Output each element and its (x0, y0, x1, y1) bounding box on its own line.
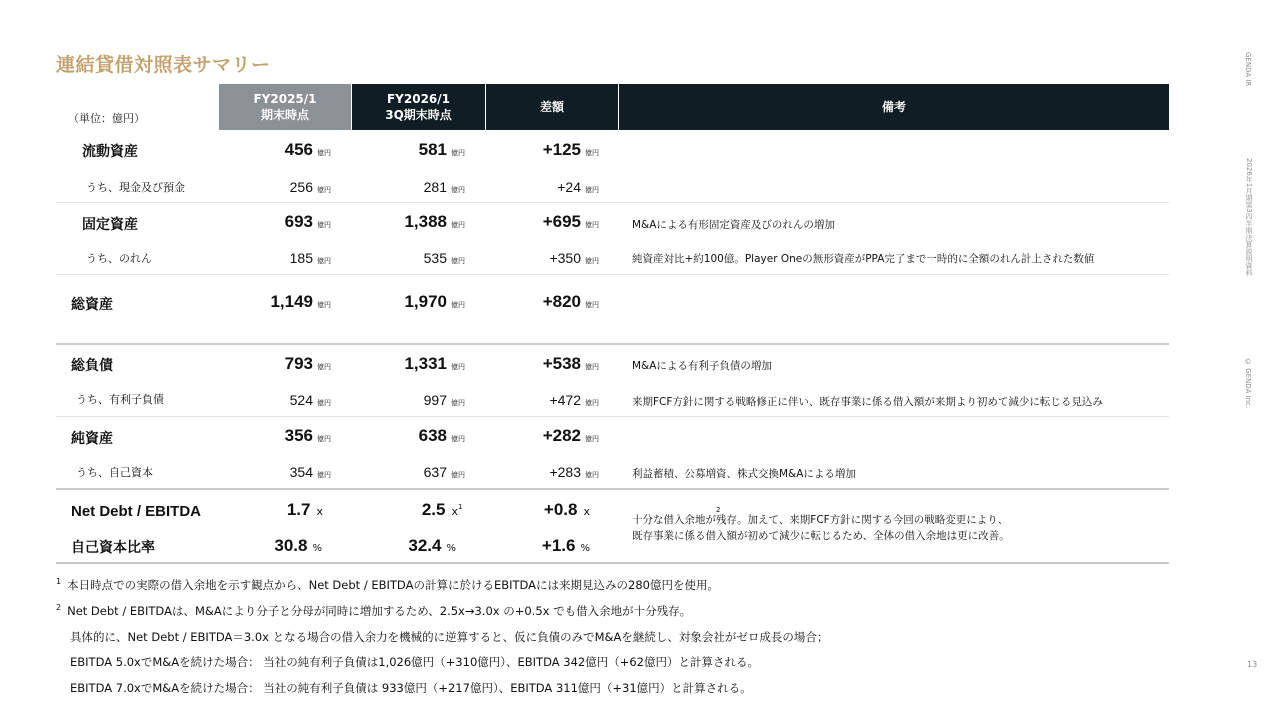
number: 693 (284, 212, 313, 231)
remark-ratio-line2: 既存事業に係る借入額が初めて減少に転じるため、全体の借入余地は更に改善。 (632, 530, 1010, 542)
unit: 億円 (585, 301, 599, 309)
number: 354 (289, 464, 313, 480)
number: +538 (542, 354, 581, 373)
unit: 億円 (451, 257, 465, 265)
unit: 億円 (585, 257, 599, 265)
unit: 億円 (317, 149, 331, 157)
number: 1.7 (286, 500, 311, 519)
header-fy2025 (219, 84, 351, 130)
number: 997 (423, 392, 447, 408)
row-label-fixed-assets: 固定資産 (82, 217, 138, 233)
number: 256 (289, 179, 313, 195)
value-fy2026 (404, 354, 465, 374)
unit: 億円 (451, 221, 465, 229)
row-label-goodwill: うち、のれん (86, 252, 152, 265)
value-difference (549, 462, 599, 481)
unit: 億円 (585, 221, 599, 229)
side-copyright: © GENDA Inc. (1244, 358, 1252, 409)
unit: 億円 (451, 399, 465, 407)
value-difference (549, 248, 599, 267)
unit: 億円 (317, 363, 331, 371)
footnote-mark: 2 (716, 506, 721, 514)
number: 524 (289, 392, 313, 408)
unit: 億円 (317, 186, 331, 194)
number: +820 (542, 292, 581, 311)
row-label-interest-bearing-debt: うち、有利子負債 (76, 393, 164, 406)
value-fy2025 (285, 426, 331, 446)
header-difference-label: 差額 (539, 100, 564, 114)
value-fy2026 (404, 212, 465, 232)
unit: 億円 (317, 471, 331, 479)
page-number: 13 (1247, 660, 1258, 669)
header-remarks-label: 備考 (881, 100, 906, 114)
number: +282 (542, 426, 581, 445)
value-difference (549, 390, 599, 409)
number: +350 (549, 250, 581, 266)
value-fy2026 (422, 500, 458, 520)
footnote-2-case-a: EBITDA 5.0xでM&Aを続けた場合： 当社の純有利子負債は1,026億円（+310億円）、EBITDA 342億円（+62億円）と計算される。 (70, 655, 759, 669)
remark-interest-bearing-debt: 来期FCF方針に関する戦略修正に伴い、既存事業に係る借入額が来期より初めて減少に転じる見込み (632, 396, 1103, 408)
value-fy2025 (290, 177, 331, 196)
footnote-1 (56, 577, 719, 593)
number: 281 (423, 179, 447, 195)
value-difference (543, 292, 599, 312)
footnote-text: 本日時点での実際の借入余地を示す観点から、Net Debt / EBITDAの計算に於けるEBITDAには来期見込みの280億円を使用。 (67, 578, 719, 592)
number: 30.8 (274, 536, 308, 555)
value-fy2026 (419, 140, 465, 160)
row-label-total-assets: 総資産 (71, 297, 113, 313)
unit: % (312, 543, 322, 554)
value-difference (543, 426, 599, 446)
value-fy2025 (285, 140, 331, 160)
footnote-mark: 1 (56, 577, 62, 586)
number: 1,149 (270, 292, 313, 311)
row-divider (56, 274, 1169, 275)
value-fy2026 (424, 177, 465, 196)
unit: 億円 (317, 435, 331, 443)
value-difference (543, 140, 599, 160)
value-fy2025 (290, 248, 331, 267)
value-difference (557, 177, 599, 196)
unit: % (580, 543, 590, 554)
unit: % (446, 543, 456, 554)
row-label-cash: うち、現金及び預金 (86, 181, 185, 194)
value-fy2025 (285, 354, 331, 374)
header-fy2026 (352, 84, 485, 130)
header-fy2026-line2: 3Q期末時点 (385, 108, 452, 122)
footnote-2-case-b: EBITDA 7.0xでM&Aを続けた場合： 当社の純有利子負債は 933億円（+217億円）、EBITDA 311億円（+31億円）と計算される。 (70, 681, 752, 695)
unit: 億円 (585, 186, 599, 194)
table-bottom-border (56, 562, 1169, 564)
number: +125 (542, 140, 581, 159)
number: 793 (284, 354, 313, 373)
number: 356 (284, 426, 313, 445)
number: 185 (289, 250, 313, 266)
number: 535 (423, 250, 447, 266)
unit: 億円 (585, 399, 599, 407)
unit: x (451, 505, 458, 518)
footnote-2 (56, 603, 691, 619)
unit: 億円 (451, 363, 465, 371)
value-difference (542, 536, 590, 556)
row-label-current-assets: 流動資産 (82, 144, 138, 160)
unit: 億円 (585, 149, 599, 157)
side-document-title: 2026年1月期第3四半期決算説明資料 (1245, 158, 1253, 276)
number: 456 (284, 140, 313, 159)
unit: 億円 (451, 471, 465, 479)
number: 32.4 (408, 536, 442, 555)
unit-label: （単位：億円） (68, 112, 145, 125)
footnote-mark: 1 (458, 503, 463, 511)
unit: 億円 (451, 186, 465, 194)
number: +695 (542, 212, 581, 231)
value-difference (544, 500, 590, 520)
row-label-equity-ratio: 自己資本比率 (71, 540, 155, 556)
number: +24 (557, 179, 581, 195)
row-label-net-debt-ebitda: Net Debt / EBITDA (71, 503, 202, 520)
unit: 億円 (451, 435, 465, 443)
value-fy2026 (404, 292, 465, 312)
header-remarks (619, 84, 1169, 130)
number: +283 (549, 464, 581, 480)
number: 1,970 (404, 292, 447, 311)
remark-total-liabilities: M&Aによる有利子負債の増加 (632, 360, 772, 372)
header-fy2026-line1: FY2026/1 (386, 92, 451, 106)
unit: 億円 (585, 363, 599, 371)
number: +0.8 (543, 500, 578, 519)
unit: 億円 (317, 399, 331, 407)
remark-fixed-assets: M&Aによる有形固定資産及びのれんの増加 (632, 219, 835, 231)
unit: 億円 (585, 471, 599, 479)
row-label-equity: うち、自己資本 (76, 466, 153, 479)
remark-goodwill: 純資産対比+約100億。Player Oneの無形資産がPPA完了まで一時的に全額のれん計上された数値 (632, 253, 1095, 265)
header-fy2025-line2: 期末時点 (260, 108, 309, 122)
unit: 億円 (451, 301, 465, 309)
number: 1,331 (404, 354, 447, 373)
header-difference (486, 84, 618, 130)
unit: 億円 (451, 149, 465, 157)
number: +1.6 (541, 536, 576, 555)
number: +472 (549, 392, 581, 408)
unit: x (316, 505, 323, 518)
number: 581 (418, 140, 447, 159)
section-divider (56, 488, 1169, 490)
footnote-2-detail: 具体的に、Net Debt / EBITDA＝3.0x となる場合の借入余力を機械的に逆算すると、仮に負債のみでM&Aを継続し、対象会社がゼロ成長の場合； (70, 630, 829, 644)
row-label-net-assets: 純資産 (71, 431, 113, 447)
number: 637 (423, 464, 447, 480)
unit: 億円 (317, 221, 331, 229)
side-brand: GENDA IR (1244, 52, 1252, 87)
value-fy2026 (419, 426, 465, 446)
value-difference (543, 212, 599, 232)
row-label-total-liabilities: 総負債 (71, 358, 113, 374)
row-divider (56, 416, 1169, 417)
value-difference (543, 354, 599, 374)
page-title: 連結貸借対照表サマリー (56, 54, 271, 76)
unit: 億円 (317, 257, 331, 265)
header-fy2025-line1: FY2025/1 (253, 92, 317, 106)
number: 638 (418, 426, 447, 445)
section-divider (56, 343, 1169, 345)
value-fy2025 (285, 212, 331, 232)
value-fy2026 (424, 462, 465, 481)
unit: 億円 (317, 301, 331, 309)
value-fy2025 (290, 390, 331, 409)
value-fy2025 (274, 536, 322, 556)
value-fy2025 (270, 292, 331, 312)
value-fy2026 (424, 248, 465, 267)
footnote-mark: 2 (56, 603, 62, 612)
value-fy2026 (408, 536, 456, 556)
number: 2.5 (421, 500, 446, 519)
footnote-text: Net Debt / EBITDAは、M&Aにより分子と分母が同時に増加するため、2.5x→3.0x の+0.5x でも借入余地が十分残存。 (67, 604, 692, 618)
row-divider (56, 202, 1169, 203)
unit: x (583, 505, 590, 518)
remark-ratio-line1: 十分な借入余地が残存。加えて、来期FCF方針に関する今回の戦略変更により、 (632, 514, 1009, 526)
value-fy2026 (424, 390, 465, 409)
number: 1,388 (404, 212, 447, 231)
value-fy2025 (287, 500, 323, 520)
value-fy2025 (290, 462, 331, 481)
remark-equity: 利益蓄積、公募増資、株式交換M&Aによる増加 (632, 468, 856, 480)
unit: 億円 (585, 435, 599, 443)
